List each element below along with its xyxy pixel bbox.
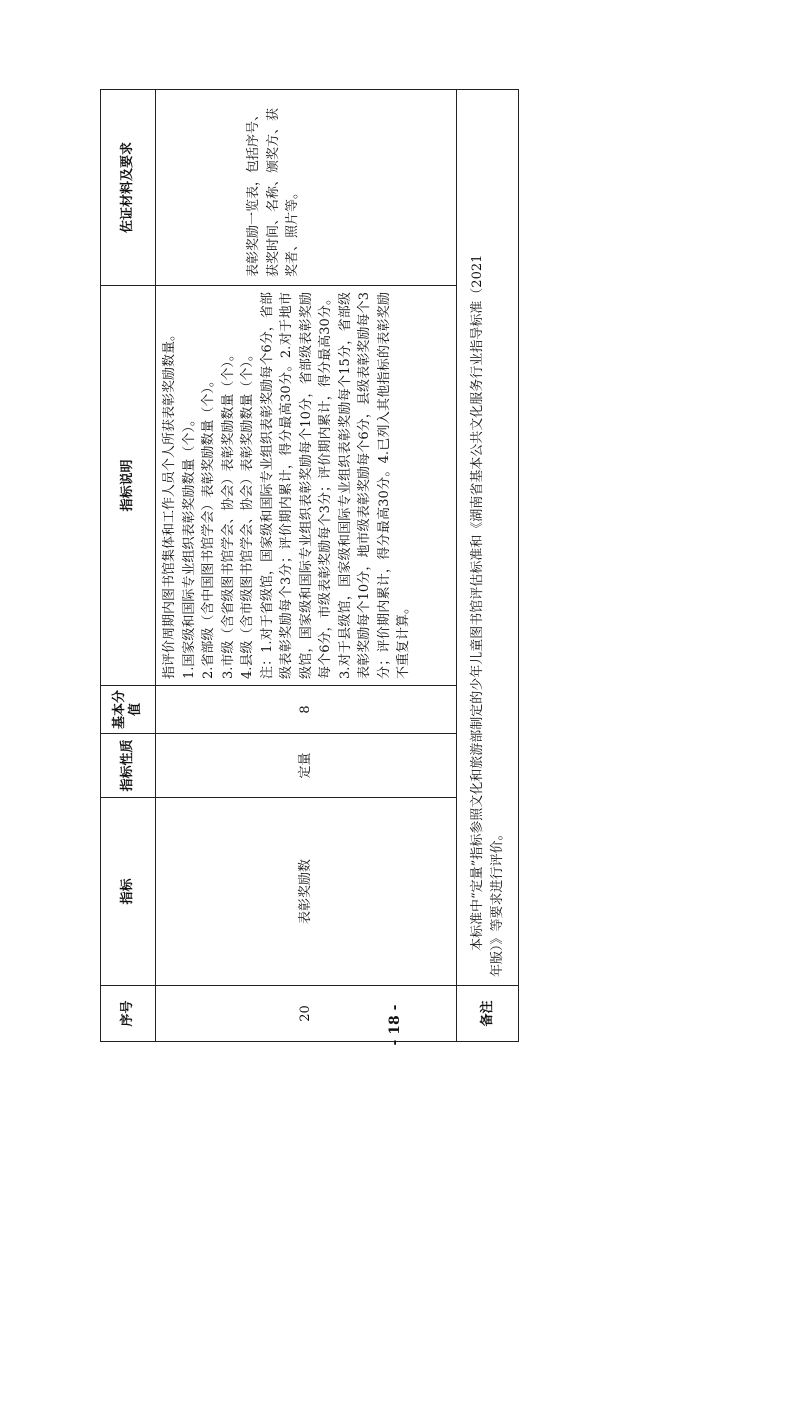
desc-line-4: 4.县级（含市级图书馆学会、协会）表彰奖励数量（个）。	[240, 348, 255, 679]
row-seq: 20	[156, 986, 457, 1042]
row-evidence	[156, 90, 457, 286]
rotated-page	[100, 90, 508, 1042]
remark-line-2: 年版）》等要求进行评价。	[489, 827, 505, 977]
header-nature: 指标性质	[101, 734, 156, 798]
header-seq: 序号	[101, 986, 156, 1042]
remark-text	[457, 90, 519, 986]
header-indicator: 指标	[101, 798, 156, 986]
row-indicator: 表彰奖励数	[156, 798, 457, 986]
remark-row	[457, 90, 519, 1042]
evidence-text: 表彰奖励一览表，包括序号、获奖时间、名称、颁奖方、获奖者、照片等。	[246, 107, 300, 277]
header-description: 指标说明	[101, 286, 156, 686]
desc-line-0: 指评价周期内图书馆集体和工作人员个人所获表彰奖励数量。	[162, 327, 177, 679]
row-nature: 定量	[156, 734, 457, 798]
table-row	[156, 90, 457, 1042]
page-number: - 18 -	[387, 1004, 403, 1046]
row-description	[156, 286, 457, 686]
header-score: 基本分值	[101, 686, 156, 734]
indicator-table	[100, 89, 519, 1042]
remark-line-1: 本标准中“定量”指标参照文化和旅游部制定的少年儿童图书馆评估标准和《湖南省基本公共文化服务行业指导标准（2021	[470, 254, 485, 951]
desc-line-2: 2.省部级（含中国图书馆学会）表彰奖励数量（个）。	[201, 374, 216, 679]
desc-line-3: 3.市级（含省级图书馆学会、协会）表彰奖励数量（个）。	[220, 348, 236, 679]
header-evidence: 佐证材料及要求	[101, 90, 156, 286]
header-row	[101, 90, 156, 1042]
desc-note: 注：1.对于省级馆，国家级和国际专业组织表彰奖励每个6分，省部级表彰奖励每个3分；评价期内累计，得分最高30分。2.对于地市级馆，国家级和国际专业组织表彰奖励每个10分，省部级表彰奖励每个6分，市级表彰奖励每个3分；评价期内累计，得分最高30分。3.对于县级馆，国家级和国际专业组织表彰奖励每个15分，省部级表彰奖励每个10分，地市级表彰奖励每个6分，县级表彰奖励每个3分；评价期内累计，得分最高30分。4.已列入其他指标的表彰奖励不重复计算。	[259, 292, 411, 679]
desc-line-1: 1.国家级和国际专业组织表彰奖励数量（个）。	[181, 413, 197, 679]
remark-label: 备注	[457, 986, 519, 1042]
row-score: 8	[156, 686, 457, 734]
